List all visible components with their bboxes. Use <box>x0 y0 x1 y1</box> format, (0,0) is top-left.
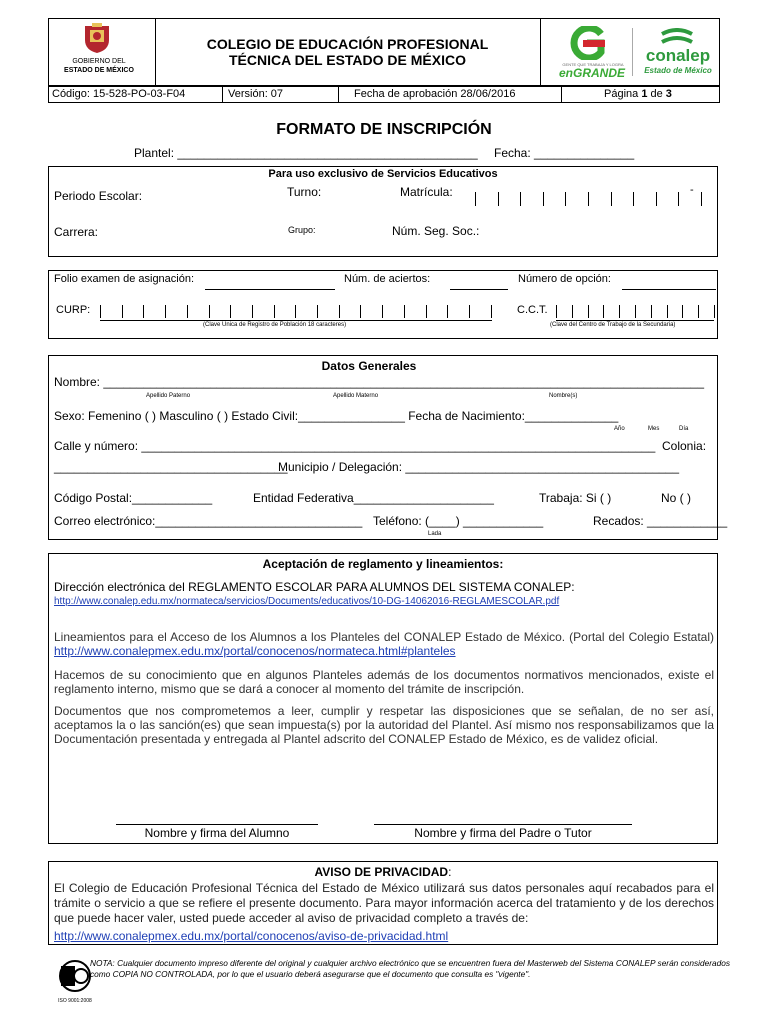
ap-paterno: Apellido Paterno <box>146 393 191 399</box>
footer-note: NOTA: Cualquier documento impreso diferente del original y cualquier archivo electrónico que se encuentren fuera del Masterweb del Sistema CONALEP serán considerados como COPIA NO CONTROLADA, por lo que el usuario deberá asegurarse que el documento que consulta es "vigente". <box>90 958 730 979</box>
cct-tick <box>698 305 699 318</box>
grupo-label[interactable]: Grupo: <box>288 225 316 235</box>
calle-field[interactable]: Calle y número: _____________________________________________________________________________ <box>54 439 656 453</box>
gobierno-shield-icon <box>82 22 112 54</box>
reglamento-heading: Aceptación de reglamento y lineamientos: <box>262 557 504 571</box>
telefono-field[interactable]: Teléfono: (____) ____________ <box>373 514 544 528</box>
turno-label[interactable]: Turno: <box>287 185 322 199</box>
reglamento-link[interactable]: http://www.conalep.edu.mx/normateca/servicios/Documents/educativos/10-DG-14062016-REGLAMESCOLAR.pdf <box>54 596 560 607</box>
matricula-tick <box>543 192 544 206</box>
code-div1 <box>222 86 223 103</box>
fecha-field[interactable]: Fecha: _______________ <box>494 146 635 160</box>
curp-label: CURP: <box>56 304 91 316</box>
servicios-heading: Para uso exclusivo de Servicios Educativos <box>268 168 498 180</box>
engrande-g-icon <box>563 26 607 60</box>
curp-tick <box>447 305 448 318</box>
conalep-sub: Estado de México <box>644 66 712 75</box>
curp-tick <box>404 305 405 318</box>
code-div3 <box>561 86 562 103</box>
cct-tick <box>556 305 557 318</box>
header-divider-right <box>540 18 541 86</box>
gobierno-line1: GOBIERNO DEL <box>72 58 126 65</box>
matricula-tick <box>498 192 499 206</box>
cct-tick <box>667 305 668 318</box>
cct-baseline <box>556 320 714 321</box>
doc-version: Versión: 07 <box>228 88 284 100</box>
carrera-label[interactable]: Carrera: <box>54 225 99 239</box>
correo-field[interactable]: Correo electrónico:_______________________________ <box>54 514 363 528</box>
privacidad-link[interactable]: http://www.conalepmex.edu.mx/portal/conocenos/aviso-de-privacidad.html <box>54 929 449 943</box>
opcion-line <box>622 289 716 290</box>
folio-label[interactable]: Folio examen de asignación: <box>54 273 195 285</box>
header-divider-left <box>155 18 156 86</box>
doc-page: Página 1 de 3 <box>604 88 672 100</box>
nombres-label: Nombre(s) <box>549 393 578 399</box>
matricula-label: Matrícula: <box>400 185 453 199</box>
privacidad-heading: AVISO DE PRIVACIDAD: <box>314 865 452 879</box>
datos-heading: Datos Generales <box>321 359 417 373</box>
curp-tick <box>165 305 166 318</box>
cct-tick <box>682 305 683 318</box>
form-title: FORMATO DE INSCRIPCIÓN <box>276 121 492 138</box>
curp-tick <box>469 305 470 318</box>
engrande-text: enGRANDE <box>558 66 625 80</box>
matricula-tick <box>475 192 476 206</box>
cct-tick <box>651 305 652 318</box>
cct-tick <box>619 305 620 318</box>
conalep-text: conalep <box>645 46 711 65</box>
engrande-small: GENTE QUE TRABAJA Y LOGRA <box>562 62 624 67</box>
opcion-label[interactable]: Número de opción: <box>518 273 611 285</box>
curp-tick <box>187 305 188 318</box>
curp-tick <box>143 305 144 318</box>
lada-label: Lada <box>428 531 442 537</box>
curp-tick <box>339 305 340 318</box>
doc-approval-date: Fecha de aprobación 28/06/2016 <box>354 88 516 100</box>
mes-label: Mes <box>648 426 660 432</box>
cert-text: ISO 9001:2008 <box>58 998 92 1004</box>
cct-tick <box>588 305 589 318</box>
curp-baseline <box>100 320 492 321</box>
institution-title-line2: TÉCNICA DEL ESTADO DE MÉXICO <box>229 52 466 68</box>
nss-label[interactable]: Núm. Seg. Soc.: <box>392 224 480 238</box>
curp-tick <box>122 305 123 318</box>
matricula-tick <box>611 192 612 206</box>
colonia-label[interactable]: Colonia: <box>662 439 707 453</box>
curp-tick <box>230 305 231 318</box>
anio-label: Año <box>614 426 625 432</box>
matricula-tick <box>588 192 589 206</box>
folio-line <box>205 289 335 290</box>
curp-tick <box>100 305 101 318</box>
matricula-tick <box>678 192 679 206</box>
reglamento-p3: Hacemos de su conocimiento que en algunos Planteles además de los documentos normativos mencionados, existe el reglamento interno, mismo que se dará a conocer al momento del trámite de inscripción. <box>54 668 714 696</box>
curp-tick <box>274 305 275 318</box>
recados-field[interactable]: Recados: ____________ <box>593 514 728 528</box>
gobierno-line2: ESTADO DE MÉXICO <box>64 67 134 74</box>
ap-materno: Apellido Materno <box>333 393 379 399</box>
curp-tick <box>426 305 427 318</box>
curp-tick <box>360 305 361 318</box>
curp-tick <box>317 305 318 318</box>
curp-note: (Clave Unica de Registro de Población 18 caracteres) <box>203 322 347 328</box>
municipio-field[interactable]: Municipio / Delegación: _________________________________________ <box>278 460 680 474</box>
plantel-field[interactable]: Plantel: _____________________________________________ <box>134 146 478 160</box>
cct-tick <box>572 305 573 318</box>
matricula-tick <box>701 192 702 206</box>
periodo-label[interactable]: Periodo Escolar: <box>54 189 143 203</box>
institution-title-line1: COLEGIO DE EDUCACIÓN PROFESIONAL <box>206 36 489 52</box>
aciertos-line <box>450 289 508 290</box>
matricula-tick <box>633 192 634 206</box>
lineamientos-link[interactable]: http://www.conalepmex.edu.mx/portal/conocenos/normateca.html#planteles <box>54 644 456 658</box>
sexo-row[interactable]: Sexo: Femenino ( ) Masculino ( ) Estado Civil:________________ Fecha de Nacimiento:______________ <box>54 409 619 423</box>
curp-tick <box>295 305 296 318</box>
matricula-dash: - <box>690 184 694 196</box>
reglamento-p4: Documentos que nos comprometemos a leer, cumplir y respetar las disposiciones que se señalan, de no ser así, aceptamos la o las sanción(es) que sean impuesta(s) por la autoridad del Plantel. Así mismo nos responsabilizamos que la Documentación presentada y entregada al Plantel adscrito del CONALEP Estado de México, es de validez oficial. <box>54 704 714 746</box>
doc-code: Código: 15-528-PO-03-F04 <box>52 88 186 100</box>
trabaja-no[interactable]: No ( ) <box>661 491 691 505</box>
dia-label: Día <box>679 426 689 432</box>
firma-alumno-line <box>116 824 318 825</box>
curp-tick <box>209 305 210 318</box>
curp-tick <box>252 305 253 318</box>
colonia-line[interactable]: ___________________________________ <box>54 460 288 474</box>
matricula-tick <box>565 192 566 206</box>
code-div2 <box>338 86 339 103</box>
cct-tick <box>603 305 604 318</box>
reglamento-p1: Dirección electrónica del REGLAMENTO ESCOLAR PARA ALUMNOS DEL SISTEMA CONALEP: <box>54 580 575 594</box>
privacidad-text: El Colegio de Educación Profesional Técnica del Estado de México utilizará sus datos personales aquí recabados para el trámite o servicio a que se refiere el presente documento. Para mayor información acerca del tratamiento y de los derechos que puede hacer valer, usted puede acceder al aviso de privacidad completo a través de: <box>54 881 714 925</box>
logo-divider <box>632 28 633 76</box>
aciertos-label[interactable]: Núm. de aciertos: <box>344 273 431 285</box>
firma-padre-label: Nombre y firma del Padre o Tutor <box>414 826 592 840</box>
firma-padre-line <box>374 824 632 825</box>
firma-alumno-label: Nombre y firma del Alumno <box>144 826 290 840</box>
cct-tick <box>714 305 715 318</box>
curp-tick <box>382 305 383 318</box>
conalep-swoosh-icon <box>660 28 694 46</box>
cp-field[interactable]: Código Postal:____________ <box>54 491 213 505</box>
matricula-tick <box>656 192 657 206</box>
cct-note: (Clave del Centro de Trabajo de la Secundaria) <box>550 322 676 328</box>
reglamento-p2: Lineamientos para el Acceso de los Alumnos a los Planteles del CONALEP Estado de México. (Portal del Colegio Estatal) http://www.conalepmex.edu.mx/portal/conocenos/normateca.html#planteles <box>54 630 714 658</box>
matricula-tick <box>520 192 521 206</box>
cct-label: C.C.T. <box>517 304 548 316</box>
entidad-field[interactable]: Entidad Federativa_____________________ <box>253 491 494 505</box>
trabaja-si[interactable]: Trabaja: Si ( ) <box>539 491 612 505</box>
certification-seal-icon <box>55 958 95 998</box>
curp-tick <box>491 305 492 318</box>
nombre-field[interactable]: Nombre: __________________________________________________________________________________________ <box>54 375 704 389</box>
cct-tick <box>635 305 636 318</box>
